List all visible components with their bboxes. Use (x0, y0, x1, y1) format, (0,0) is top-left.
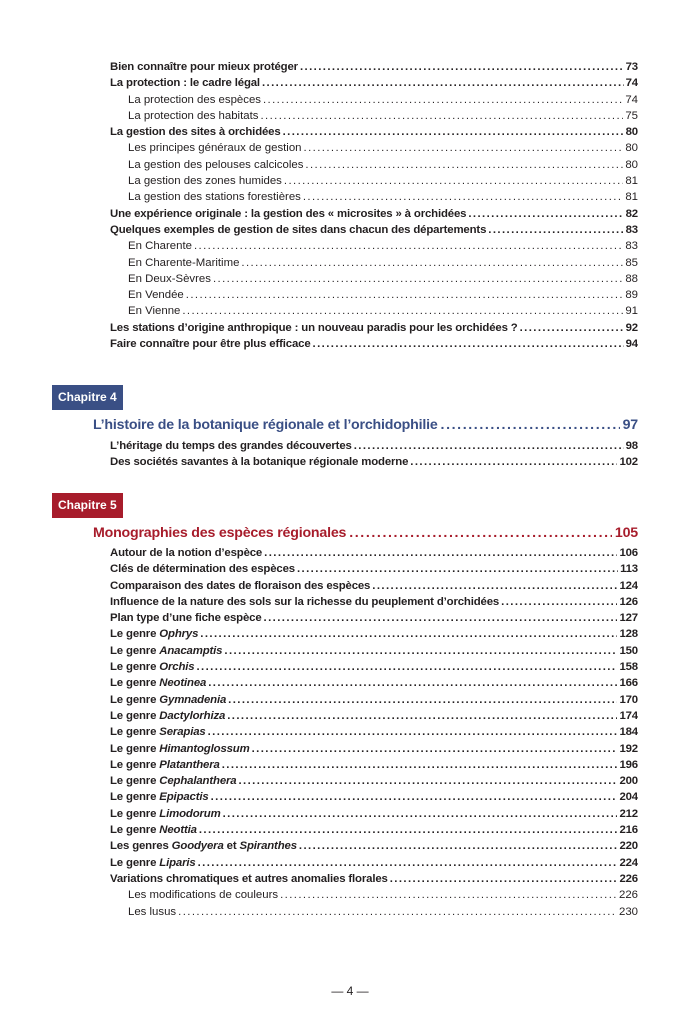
chapter-5-title[interactable] (93, 523, 638, 543)
toc-entry-title: La gestion des zones humides (128, 175, 282, 188)
toc-entry-title (110, 741, 250, 757)
toc-entry-prefix: Le genre (110, 742, 160, 755)
toc-entry-prefix: Les genres (110, 840, 172, 853)
toc-entry[interactable] (110, 336, 638, 352)
chapter-4-title-text: L’histoire de la botanique régionale et l’orchidophilie (93, 417, 438, 433)
toc-entry[interactable] (110, 692, 638, 708)
dot-leader (303, 189, 623, 205)
toc-entry-genus: Goodyera (171, 840, 224, 853)
toc-entry-page: 226 (619, 872, 638, 885)
toc-entry-genus: Neottia (159, 824, 197, 837)
chapter-5-title-text: Monographies des espèces régionales (93, 525, 347, 541)
dot-leader (313, 336, 624, 352)
toc-entry-page: 216 (619, 824, 638, 837)
dot-leader (182, 303, 623, 319)
toc-entry-page: 212 (619, 807, 638, 820)
toc-entry-prefix: Le genre (110, 644, 160, 657)
toc-entry-page: 81 (625, 191, 638, 204)
toc-entry[interactable] (110, 140, 638, 156)
dot-leader (304, 140, 624, 156)
toc-entry[interactable] (110, 287, 638, 303)
toc-entry[interactable] (110, 320, 638, 336)
page-number: — 4 — (331, 984, 369, 998)
toc-entry-page: 75 (625, 109, 638, 122)
toc-entry-prefix: Le genre (110, 661, 160, 674)
toc-entry[interactable] (110, 724, 638, 740)
toc-entry-prefix: Le genre (110, 824, 160, 837)
toc-entry[interactable] (110, 708, 638, 724)
dot-leader (198, 855, 618, 871)
toc-entry-prefix: Le genre (110, 693, 160, 706)
toc-entry-prefix: Le genre (110, 709, 160, 722)
toc-entry-title: Bien connaître pour mieux protéger (110, 61, 298, 73)
dot-leader (213, 271, 623, 287)
dot-leader (223, 806, 618, 822)
dot-leader (262, 75, 624, 91)
toc-entry-prefix: Le genre (110, 628, 160, 641)
toc-entry-title (110, 724, 206, 740)
dot-leader (252, 741, 618, 757)
toc-entry[interactable] (110, 789, 638, 805)
toc-entry-title: Quelques exemples de gestion de sites dans chacun des départements (110, 223, 487, 236)
toc-entry-title (110, 659, 194, 675)
toc-entry[interactable] (110, 157, 638, 173)
toc-entry-page: 224 (619, 856, 638, 869)
dot-leader (284, 173, 623, 189)
dot-leader (186, 287, 624, 303)
dot-leader (390, 871, 618, 887)
dot-leader (410, 454, 617, 470)
toc-entry-title: Faire connaître pour être plus efficace (110, 338, 311, 351)
chapter-4-title[interactable] (93, 415, 638, 435)
toc-entry-title: Autour de la notion d’espèce (110, 547, 263, 559)
dot-leader (501, 594, 617, 610)
toc-entry[interactable] (110, 75, 638, 91)
toc-entry-page: 192 (619, 742, 638, 755)
toc-entry[interactable] (110, 887, 638, 903)
toc-entry-page: 184 (619, 726, 638, 739)
toc-entry-title: Les stations d’origine anthropique : un nouveau paradis pour les orchidées ? (110, 321, 518, 334)
toc-entry-title (110, 675, 206, 691)
dot-leader (208, 675, 617, 691)
toc-entry-page: 89 (625, 289, 638, 302)
toc-entry-genus: Orchis (159, 661, 195, 674)
toc-entry-page: 204 (619, 791, 638, 804)
toc-entry[interactable] (110, 222, 638, 238)
toc-entry-genus: Epipactis (159, 791, 209, 804)
dot-leader (199, 822, 618, 838)
dot-leader (488, 222, 623, 238)
toc-entry[interactable] (110, 741, 638, 757)
toc-entry-title (110, 626, 198, 642)
dot-leader (300, 59, 624, 75)
toc-entry-prefix: Le genre (110, 856, 160, 869)
toc-entry-page: 174 (619, 709, 638, 722)
dot-leader (241, 255, 623, 271)
toc-entry[interactable] (110, 643, 638, 659)
toc-entry[interactable] (110, 610, 638, 626)
toc-entry[interactable] (110, 871, 638, 887)
toc-entry-genus: Serapias (159, 726, 206, 739)
toc-entry[interactable] (110, 561, 638, 577)
toc-entry-title (110, 838, 297, 854)
toc-chapter-5 (110, 545, 638, 920)
chapter-5-tag: Chapitre 5 (52, 493, 123, 518)
toc-entry-genus: Liparis (159, 856, 196, 869)
toc-entry-title: En Deux-Sèvres (128, 272, 211, 285)
toc-entry-title (110, 855, 196, 871)
toc-entry-title: La gestion des stations forestières (128, 191, 301, 204)
toc-entry-prefix: Le genre (110, 775, 160, 788)
dot-leader (224, 643, 617, 659)
toc-entry-title: La protection des habitats (128, 109, 259, 122)
toc-entry-mid: et (223, 840, 240, 853)
dot-leader (441, 415, 620, 435)
toc-entry-page: 94 (625, 338, 638, 351)
toc-entry[interactable] (110, 806, 638, 822)
toc-entry-title (110, 806, 221, 822)
toc-entry-title: La protection : le cadre légal (110, 77, 260, 90)
toc-entry[interactable] (110, 675, 638, 691)
toc-entry-page: 98 (625, 440, 638, 452)
dot-leader (305, 157, 623, 173)
toc-entry-page: 74 (625, 93, 638, 106)
toc-entry[interactable] (110, 108, 638, 124)
toc-entry-page: 226 (618, 889, 638, 902)
toc-entry[interactable] (110, 757, 638, 773)
toc-entry-title (110, 692, 226, 708)
toc-entry[interactable] (110, 124, 638, 140)
toc-entry-title: En Charente-Maritime (128, 256, 240, 269)
toc-entry[interactable] (110, 92, 638, 108)
toc-entry-title: Une expérience originale : la gestion des « microsites » à orchidées (110, 207, 467, 220)
toc-entry-page: 80 (625, 158, 638, 171)
toc-entry[interactable] (110, 838, 638, 854)
toc-entry[interactable] (110, 594, 638, 610)
toc-entry-prefix: Le genre (110, 726, 160, 739)
toc-entry-prefix: Le genre (110, 807, 160, 820)
toc-entry-page: 91 (625, 305, 638, 318)
toc-entry-page: 80 (625, 126, 638, 139)
toc-entry-title (110, 708, 225, 724)
toc-entry[interactable] (110, 626, 638, 642)
toc-entry-title (110, 789, 209, 805)
dot-leader (283, 124, 624, 140)
dot-leader (264, 610, 618, 626)
toc-entry-page: 73 (625, 61, 638, 73)
toc-entry[interactable] (110, 904, 638, 920)
toc-entry-page: 85 (625, 256, 638, 269)
dot-leader (354, 438, 624, 454)
toc-entry-page: 82 (625, 207, 638, 220)
toc-entry-title: En Vendée (128, 289, 184, 302)
toc-entry-genus: Ophrys (159, 628, 199, 641)
toc-entry-page: 74 (625, 77, 638, 90)
toc-entry[interactable] (110, 454, 638, 470)
toc-entry[interactable] (110, 189, 638, 205)
toc-entry-title: Clés de détermination des espèces (110, 563, 295, 576)
toc-entry-page: 166 (619, 677, 638, 690)
toc-entry-title: Les modifications de couleurs (128, 889, 279, 902)
toc-entry[interactable] (110, 545, 638, 561)
toc-entry-genus: Dactylorhiza (159, 709, 226, 722)
dot-leader (211, 789, 618, 805)
dot-leader (222, 757, 618, 773)
toc-entry-title: Comparaison des dates de floraison des espèces (110, 579, 371, 592)
chapter-4-page: 97 (622, 417, 638, 433)
toc-entry-page: 124 (619, 579, 638, 592)
toc-entry-title: Influence de la nature des sols sur la richesse du peuplement d’orchidées (110, 595, 500, 608)
chapter-5-page: 105 (614, 525, 638, 541)
toc-entry-page: 150 (619, 644, 638, 657)
toc-entry[interactable] (110, 271, 638, 287)
toc-entry-page: 158 (619, 661, 638, 674)
toc-entry-genus: Gymnadenia (159, 693, 227, 706)
toc-entry-title: Des sociétés savantes à la botanique régionale moderne (110, 456, 409, 469)
toc-entry-genus: Spiranthes (239, 840, 297, 853)
toc-entry-page: 88 (625, 272, 638, 285)
toc-entry-genus: Himantoglossum (159, 742, 250, 755)
toc-entry[interactable] (110, 255, 638, 271)
toc-entry-page: 200 (619, 775, 638, 788)
dot-leader (200, 626, 617, 642)
toc-entry-page: 220 (619, 840, 638, 853)
toc-entry-page: 196 (619, 758, 638, 771)
dot-leader (349, 523, 612, 543)
toc-entry-page: 230 (618, 905, 638, 918)
toc-entry-title: En Vienne (128, 305, 181, 318)
toc-entry-title: Variations chromatiques et autres anomalies florales (110, 872, 388, 885)
toc-entry-title: L’héritage du temps des grandes découvertes (110, 440, 352, 452)
toc-entry-genus: Platanthera (159, 758, 220, 771)
toc-entry-page: 127 (619, 612, 638, 625)
toc-entry[interactable] (110, 659, 638, 675)
toc-entry-genus: Anacamptis (159, 644, 223, 657)
toc-entry-page: 102 (619, 456, 638, 469)
dot-leader (238, 773, 617, 789)
toc-entry[interactable] (110, 438, 638, 454)
chapter-4-tag: Chapitre 4 (52, 385, 123, 410)
toc-entry-genus: Limodorum (159, 807, 221, 820)
toc-entry-page: 113 (620, 563, 638, 576)
toc-entry[interactable] (110, 173, 638, 189)
toc-entry-prefix: Le genre (110, 791, 160, 804)
dot-leader (263, 92, 623, 108)
toc-entry-title: Les principes généraux de gestion (128, 142, 302, 155)
toc-entry[interactable] (110, 303, 638, 319)
toc-entry-page: 80 (625, 142, 638, 155)
toc-entry-title (110, 822, 197, 838)
dot-leader (196, 659, 617, 675)
toc-entry[interactable] (110, 206, 638, 222)
toc-entry[interactable] (110, 822, 638, 838)
dot-leader (208, 724, 618, 740)
dot-leader (297, 561, 618, 577)
toc-entry-title: La protection des espèces (128, 93, 261, 106)
toc-entry-page: 170 (619, 693, 638, 706)
toc-entry[interactable] (110, 855, 638, 871)
toc-entry-prefix: Le genre (110, 758, 160, 771)
dot-leader (299, 838, 618, 854)
toc-entry[interactable] (110, 59, 638, 75)
toc-entry-page: 126 (619, 595, 638, 608)
toc-entry-page: 83 (625, 240, 638, 253)
toc-entry-title: La gestion des pelouses calcicoles (128, 158, 304, 171)
toc-entry-page: 83 (625, 223, 638, 236)
dot-leader (194, 238, 623, 254)
dot-leader (372, 578, 617, 594)
dot-leader (227, 708, 617, 724)
dot-leader (260, 108, 623, 124)
toc-section-top (110, 59, 638, 352)
toc-entry-title (110, 773, 236, 789)
toc-entry[interactable] (110, 578, 638, 594)
dot-leader (228, 692, 617, 708)
toc-entry-title: Les lusus (128, 905, 177, 918)
toc-entry-genus: Neotinea (159, 677, 207, 690)
toc-entry-title (110, 643, 222, 659)
toc-entry-page: 92 (625, 321, 638, 334)
toc-entry[interactable] (110, 238, 638, 254)
dot-leader (178, 904, 617, 920)
toc-entry-title: La gestion des sites à orchidées (110, 126, 281, 139)
dot-leader (520, 320, 624, 336)
toc-entry-prefix: Le genre (110, 677, 160, 690)
dot-leader (264, 545, 617, 561)
toc-entry-page: 128 (619, 628, 638, 641)
toc-entry-genus: Cephalanthera (159, 775, 237, 788)
toc-entry-page: 106 (619, 547, 638, 559)
toc-entry-title: En Charente (128, 240, 192, 253)
toc-entry-title: Plan type d’une fiche espèce (110, 612, 262, 625)
toc-entry[interactable] (110, 773, 638, 789)
dot-leader (280, 887, 617, 903)
toc-entry-page: 81 (625, 175, 638, 188)
toc-chapter-4 (110, 438, 638, 471)
dot-leader (468, 206, 623, 222)
toc-entry-title (110, 757, 220, 773)
